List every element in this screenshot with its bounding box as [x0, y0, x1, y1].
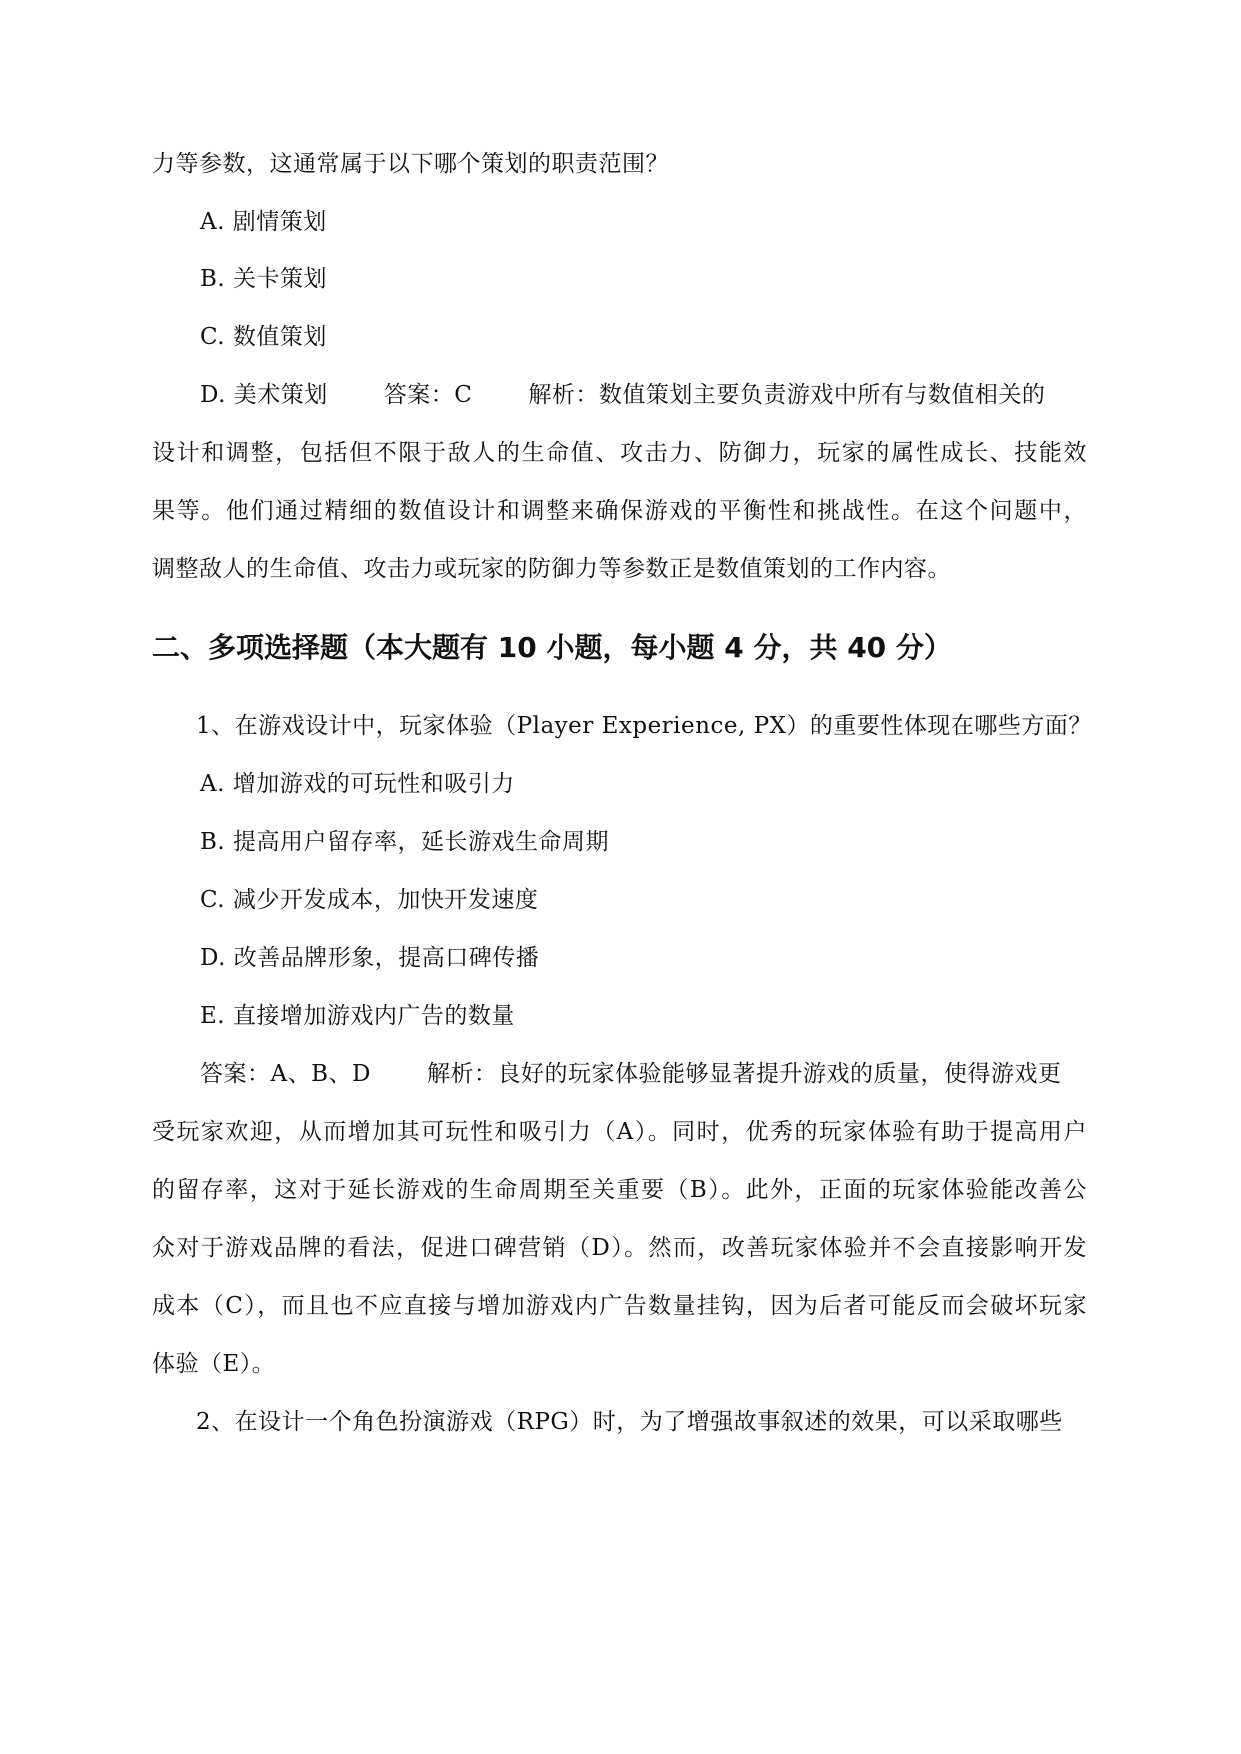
analysis-line: 体验（E）。	[152, 1351, 276, 1377]
analysis-line: 众对于游戏品牌的看法，促进口碑营销（D）。然而，改善玩家体验并不会直接影响开发	[152, 1235, 1087, 1261]
option-b: B. 提高用户留存率，延长游戏生命周期	[200, 829, 610, 855]
question-stem: 1、在游戏设计中，玩家体验（Player Experience, PX）的重要性体现在哪些方面？	[196, 713, 1092, 739]
option-c: C. 减少开发成本，加快开发速度	[200, 887, 539, 913]
option-e: E. 直接增加游戏内广告的数量	[200, 1003, 515, 1029]
option-a: A. 剧情策划	[200, 209, 327, 235]
answer: 答案：A、B、D	[200, 1061, 371, 1087]
question-continuation: 力等参数，这通常属于以下哪个策划的职责范围？	[152, 151, 669, 177]
analysis-start: 解析：数值策划主要负责游戏中所有与数值相关的	[528, 382, 1046, 408]
analysis-line: 受玩家欢迎，从而增加其可玩性和吸引力（A）。同时，优秀的玩家体验有助于提高用户	[152, 1119, 1087, 1145]
option-d: D. 美术策划	[200, 382, 328, 408]
section-heading: 二、多项选择题（本大题有 10 小题，每小题 4 分，共 40 分）	[152, 631, 952, 664]
option-c: C. 数值策划	[200, 324, 327, 350]
analysis-line: 成本（C），而且也不应直接与增加游戏内广告数量挂钩，因为后者可能反而会破坏玩家	[152, 1293, 1087, 1319]
analysis-line: 果等。他们通过精细的数值设计和调整来确保游戏的平衡性和挑战性。在这个问题中，	[152, 498, 1087, 524]
option-a: A. 增加游戏的可玩性和吸引力	[200, 771, 515, 797]
question-stem: 2、在设计一个角色扮演游戏（RPG）时，为了增强故事叙述的效果，可以采取哪些	[196, 1409, 1063, 1435]
option-d: D. 改善品牌形象，提高口碑传播	[200, 945, 540, 971]
option-b: B. 关卡策划	[200, 266, 328, 292]
analysis-start: 解析：良好的玩家体验能够显著提升游戏的质量，使得游戏更	[426, 1061, 1062, 1087]
answer: 答案：C	[383, 382, 473, 408]
analysis-line: 调整敌人的生命值、攻击力或玩家的防御力等参数正是数值策划的工作内容。	[152, 556, 951, 582]
analysis-line: 的留存率，这对于延长游戏的生命周期至关重要（B）。此外，正面的玩家体验能改善公	[152, 1177, 1087, 1203]
option-d-answer-line	[200, 380, 1045, 410]
analysis-line: 设计和调整，包括但不限于敌人的生命值、攻击力、防御力，玩家的属性成长、技能效	[152, 440, 1087, 466]
answer-analysis-line	[200, 1059, 1061, 1089]
